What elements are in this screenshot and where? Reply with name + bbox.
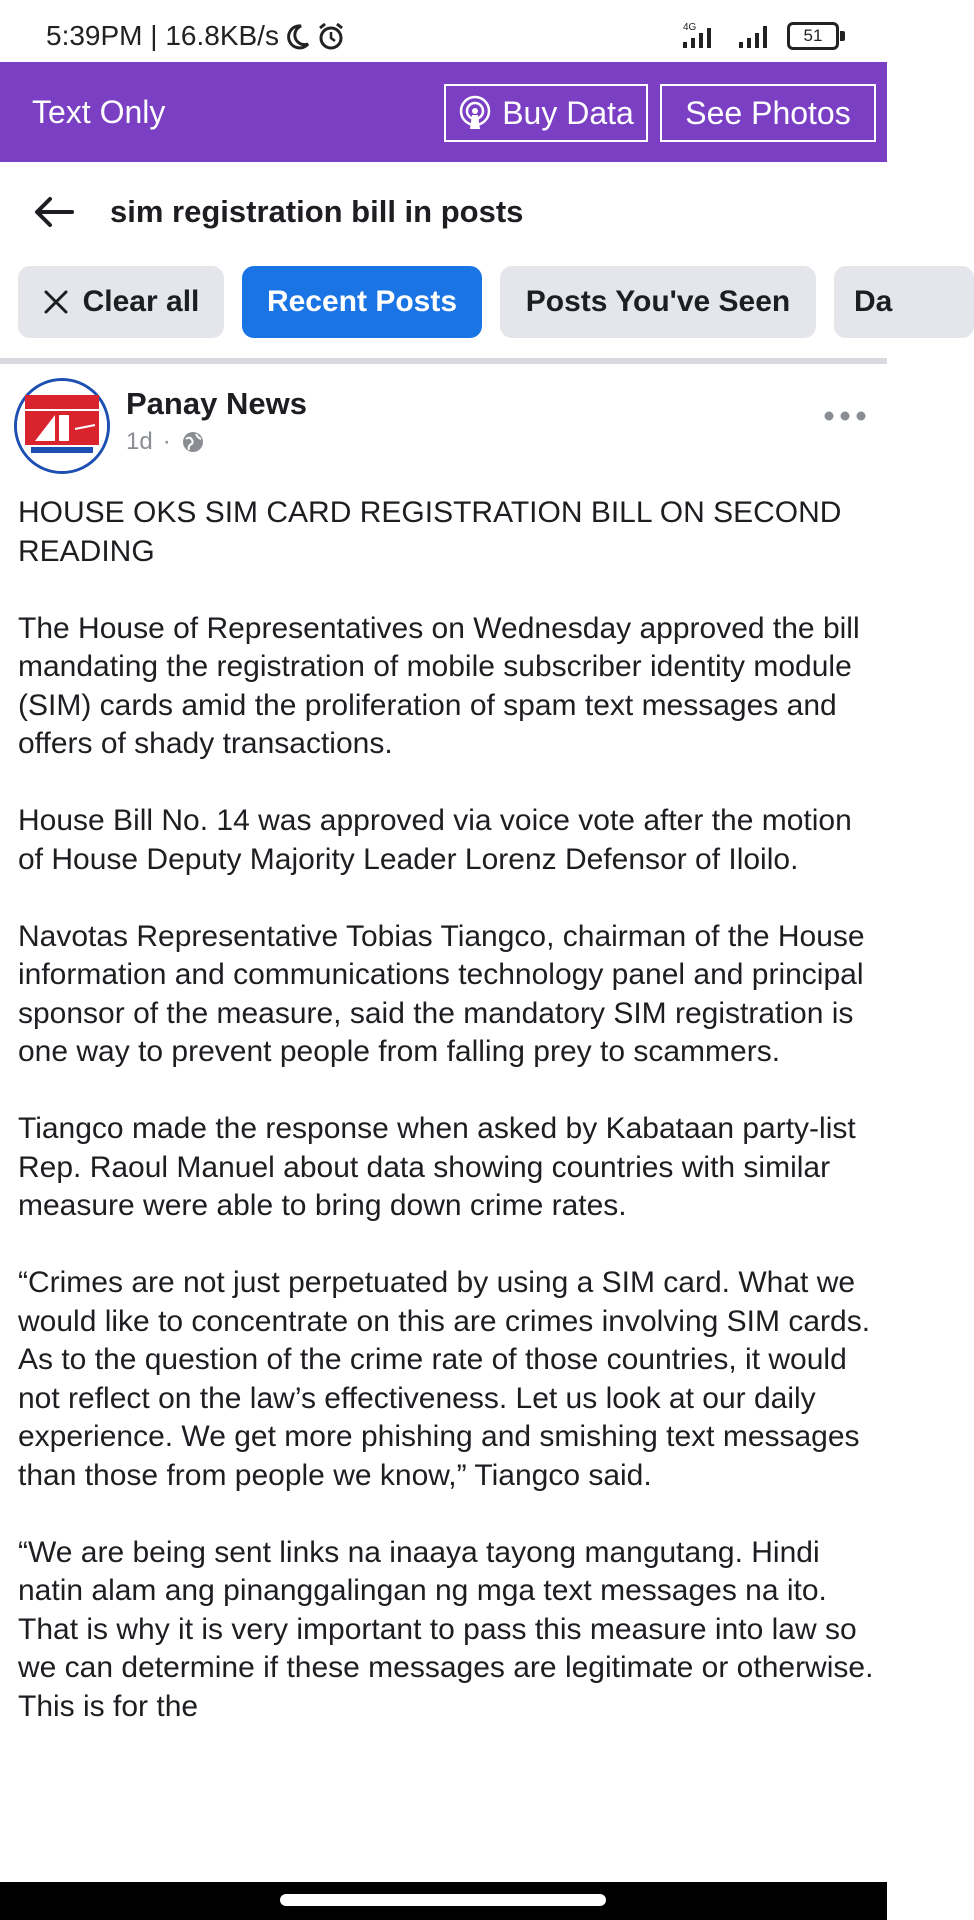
system-nav-bar xyxy=(0,1882,887,1920)
signal-4g-icon xyxy=(681,20,723,52)
status-bar xyxy=(0,0,887,62)
meta-separator: · xyxy=(162,428,171,455)
clear-all-label: Clear all xyxy=(82,285,200,318)
post-meta xyxy=(126,428,205,456)
post-paragraph: The House of Representatives on Wednesday approved the bill mandating the registration of mobile subscriber identity module (SIM) cards amid the proliferation of spam text messages and offers of shady transactions. xyxy=(18,611,860,760)
recent-posts-label: Recent Posts xyxy=(266,285,458,318)
date-chip[interactable] xyxy=(834,266,974,338)
post-paragraph: Tiangco made the response when asked by Kabataan party-list Rep. Raoul Manuel about data showing countries with similar measure were able to bring down crime rates. xyxy=(18,1112,856,1222)
panay-news-logo-icon xyxy=(17,381,107,471)
text-only-banner xyxy=(0,62,887,162)
close-icon xyxy=(43,289,69,315)
svg-text:4G: 4G xyxy=(683,22,697,33)
post-paragraph: “Crimes are not just perpetuated by using a SIM card. What we would like to concentrate on this are crimes involving SIM cards. As to the question of the crime rate of those countries, it would not reflect on the law’s effectiveness. Let us look at our daily experience. We get more phishing and smishing text messages than those from people we know,” Tiangco said. xyxy=(18,1266,871,1492)
globe-icon xyxy=(181,430,205,454)
buy-data-button[interactable] xyxy=(444,84,648,142)
post-paragraph: Navotas Representative Tobias Tiangco, chairman of the House information and communications technology panel and principal sponsor of the measure, said the mandatory SIM registration is one way to prevent people from falling prey to scammers. xyxy=(18,919,865,1068)
see-photos-label: See Photos xyxy=(685,94,851,131)
post-paragraph: HOUSE OKS SIM CARD REGISTRATION BILL ON SECOND READING xyxy=(18,496,842,568)
status-time: 5:39PM | 16.8KB/s xyxy=(46,20,279,51)
post-paragraph: House Bill No. 14 was approved via voice vote after the motion of House Deputy Majority Leader Lorenz Defensor of Iloilo. xyxy=(18,804,852,876)
signal-icon xyxy=(737,20,773,52)
date-label: Da xyxy=(854,285,893,318)
posts-seen-label: Posts You've Seen xyxy=(525,285,791,318)
buy-data-label: Buy Data xyxy=(502,94,634,131)
battery-icon: 51 xyxy=(787,22,839,50)
post-paragraph: “We are being sent links na inaaya tayong mangutang. Hindi natin alam ang pinanggalingan ng mga text messages na ito. That is why it is very important to pass this measure into law so we can determine if these messages are legitimate or otherwise. This is for the xyxy=(18,1535,874,1723)
alarm-icon xyxy=(316,22,346,52)
posts-seen-chip[interactable] xyxy=(500,266,816,338)
clear-all-chip[interactable] xyxy=(18,266,224,338)
page-name[interactable]: Panay News xyxy=(126,386,307,421)
recent-posts-chip[interactable] xyxy=(242,266,482,338)
post-body xyxy=(18,494,878,1765)
post-header xyxy=(0,364,887,484)
more-options-icon[interactable] xyxy=(823,406,867,426)
search-header xyxy=(0,162,887,262)
post-time: 1d xyxy=(126,428,153,455)
home-indicator[interactable] xyxy=(280,1894,606,1906)
banner-title: Text Only xyxy=(32,94,166,130)
avatar[interactable] xyxy=(14,378,110,474)
search-query[interactable]: sim registration bill in posts xyxy=(110,194,524,229)
broadcast-icon xyxy=(458,96,492,130)
filter-chips xyxy=(0,262,893,360)
see-photos-button[interactable] xyxy=(660,84,876,142)
back-arrow-icon[interactable] xyxy=(30,188,78,236)
moon-icon xyxy=(284,23,310,51)
